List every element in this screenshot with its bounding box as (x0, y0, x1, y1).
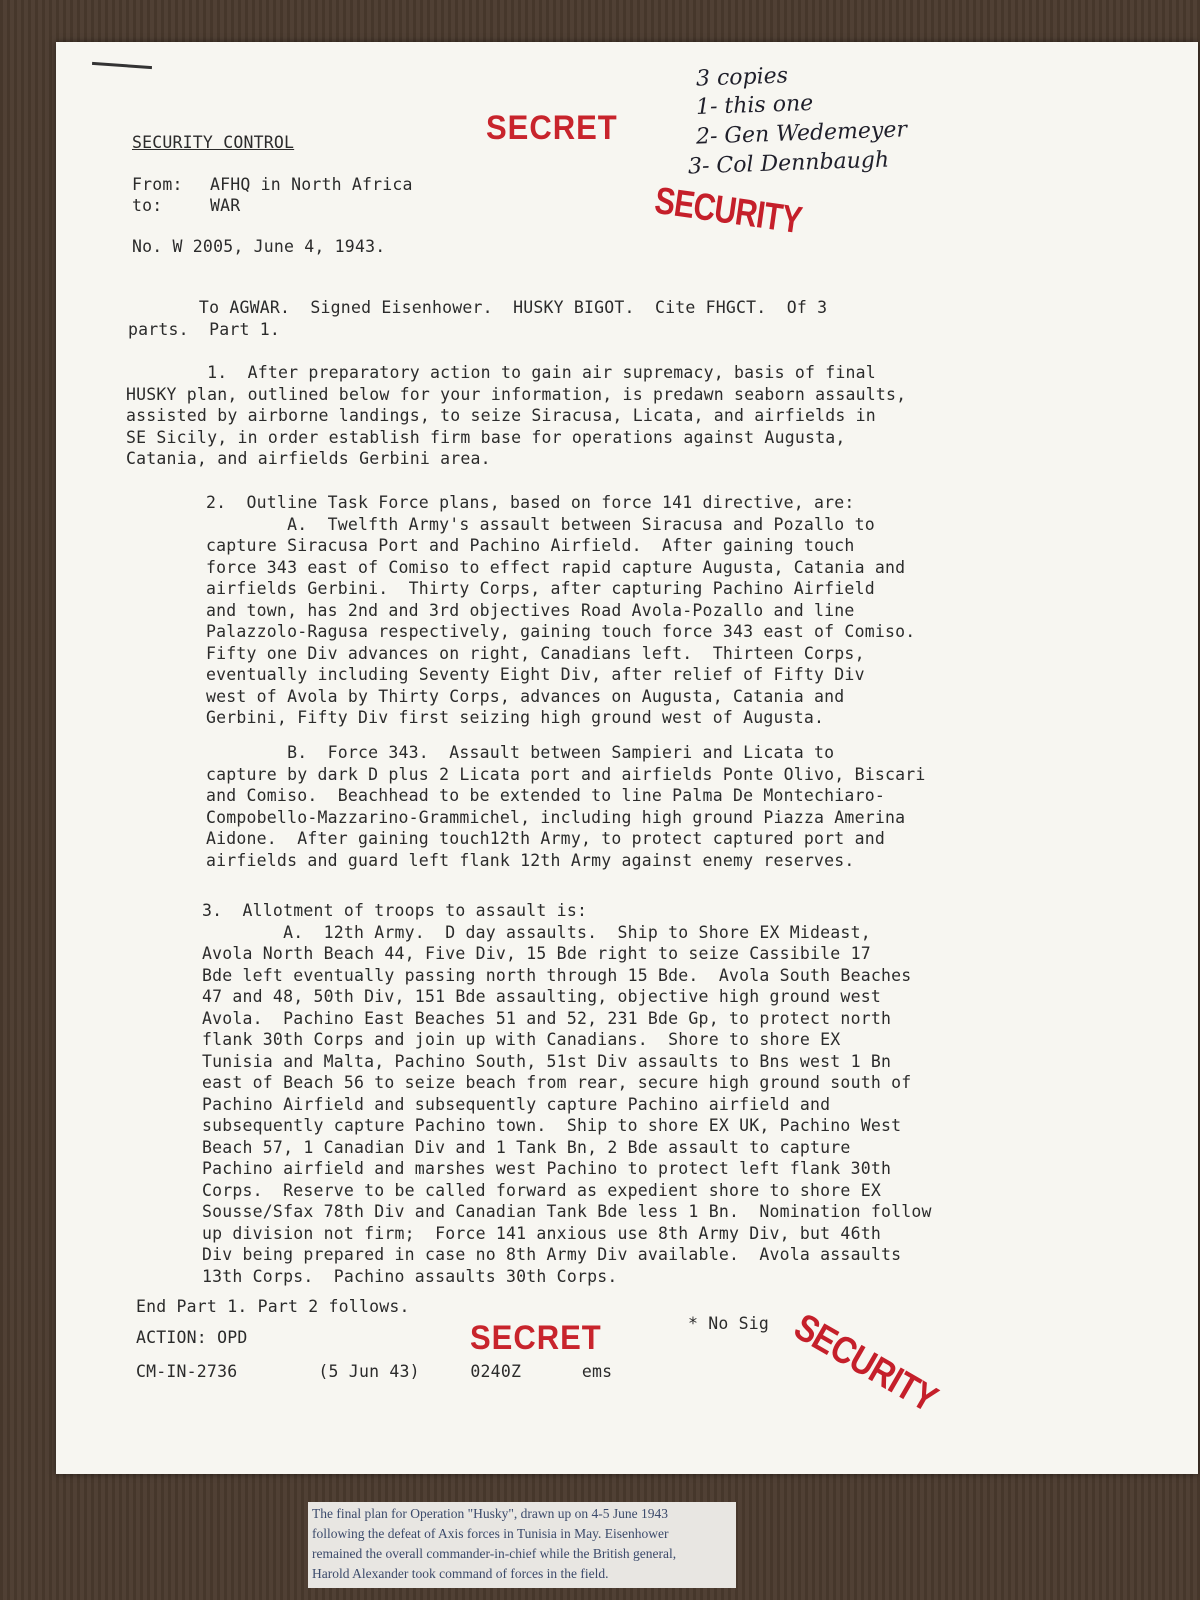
paragraph-3: 3. Allotment of troops to assault is: A. 12th Army. D day assaults. Ship to Shore EX Mideast, Avola North Beach 44, Five Div, 15 Bde right to seize Cassibile 17 Bde left eventually passing north through 15 Bde. Avola South Beaches 47 and 48, 50th Div, 151 Bde assaulting, objective high ground west Avola. Pachino East Beaches 51 and 52, 231 Bde Gp, to protect north flank 30th Corps and join up with Canadians. Shore to shore EX Tunisia and Malta, Pachino South, 51st Div assaults to Bns west 1 Bn east of Beach 56 to seize beach from rear, secure high ground south of Pachino Airfield and subsequently capture Pachino airfield and subsequently capture Pachino town. Ship to shore EX UK, Pachino West Beach 57, 1 Canadian Div and 1 Tank Bn, 2 Bde assault to capture Pachino airfield and marshes west Pachino to protect left flank 30th Corps. Reserve to be called forward as expedient shore to shore EX Sousse/Sfax 78th Div and Canadian Tank Bde less 1 Bn. Nomination follow up division not firm; Force 141 anxious use 8th Army Div, but 46th Div being prepared in case no 8th Army Div available. Avola assaults 13th Corps. Pachino assaults 30th Corps. (202, 901, 932, 1286)
handwritten-note: 3 copies (695, 63, 789, 92)
from-value: AFHQ in North Africa (210, 175, 413, 194)
from-line (132, 174, 413, 196)
paragraph-2a: 2. Outline Task Force plans, based on force 141 directive, are: A. Twelfth Army's assault between Siracusa and Pozallo to capture Siracusa Port and Pachino Airfield. After gaining touch force 343 east of Comiso to effect rapid capture Augusta, Catania and airfields Gerbini. Thirty Corps, after capturing Pachino Airfield and town, has 2nd and 3rd objectives Road Avola-Pozallo and line Palazzolo-Ragusa respectively, gaining touch force 343 east of Comiso. Fifty one Div advances on right, Canadians left. Thirteen Corps, eventually including Seventy Eight Div, after relief of Fifty Div west of Avola by Thirty Corps, advances on Augusta, Catania and Gerbini, Fifty Div first seizing high ground west of Augusta. (206, 493, 916, 727)
photo-caption: The final plan for Operation "Husky", drawn up on 4-5 June 1943 following the defeat of Axis forces in Tunisia in May. Eisenhower remained the overall commander-in-chief while the British general, Harold Alexander took command of forces in the field. (308, 1502, 736, 1588)
cm-in-line: CM-IN-2736 (5 Jun 43) 0240Z ems (136, 1362, 613, 1381)
security-control-heading: SECURITY CONTROL (132, 133, 295, 152)
to-line (132, 195, 240, 217)
security-stamp-top: SECURITY (652, 180, 804, 243)
message-number: No. W 2005, June 4, 1943. (132, 237, 386, 256)
handwritten-note: 1- this one (695, 90, 814, 121)
from-label: From: (132, 175, 183, 194)
end-part-line: End Part 1. Part 2 follows. (136, 1297, 410, 1316)
secret-stamp-bottom: SECRET (470, 1318, 602, 1357)
paragraph-2b: B. Force 343. Assault between Sampieri and Licata to capture by dark D plus 2 Licata port and airfields Ponte Olivo, Biscari and Comiso. Beachhead to be extended to line Palma De Montechiaro- Compobello-Mazzarino-Grammichel, including high ground Piazza Amerina Aidone. After gaining touch12th Army, to protect captured port and airfields and guard left flank 12th Army against enemy reserves. (206, 743, 926, 870)
to-label: to: (132, 196, 163, 215)
to-value: WAR (210, 196, 241, 215)
pen-mark (92, 62, 152, 69)
security-stamp-bottom: SECURITY (787, 1306, 944, 1421)
action-line: ACTION: OPD (136, 1328, 248, 1347)
handwritten-note: 3- Col Dennbaugh (687, 147, 890, 180)
handwritten-note: 2- Gen Wedemeyer (695, 117, 908, 150)
paragraph-1: 1. After preparatory action to gain air supremacy, basis of final HUSKY plan, outlined below for your information, is predawn seaborn assaults, assisted by airborne landings, to seize Siracusa, Licata, and airfields in SE Sicily, in order establish firm base for operations against Augusta, Catania, and airfields Gerbini area. (126, 363, 907, 468)
no-sig-note: * No Sig (688, 1314, 770, 1333)
secret-stamp-top: SECRET (486, 108, 618, 147)
document-page (56, 42, 1198, 1474)
intro-paragraph: To AGWAR. Signed Eisenhower. HUSKY BIGOT. Cite FHGCT. Of 3 parts. Part 1. (128, 298, 828, 339)
